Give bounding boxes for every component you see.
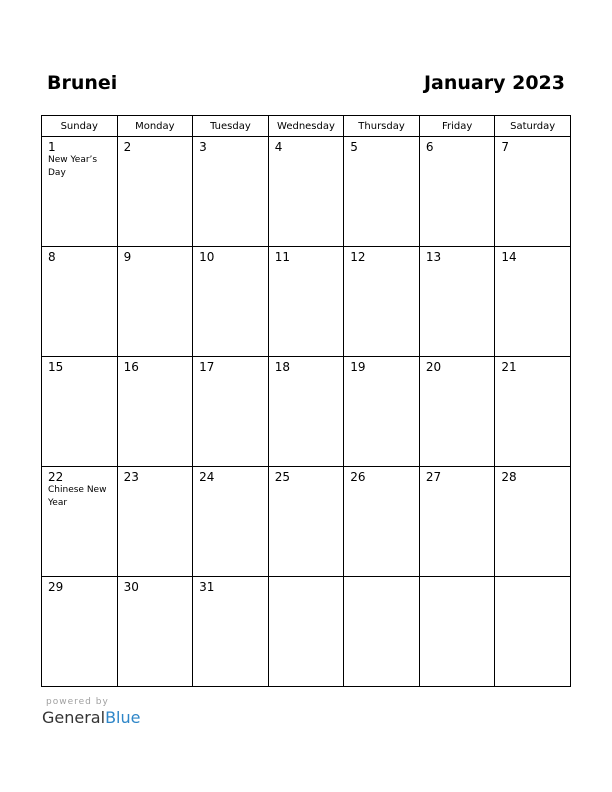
day-cell-empty (268, 577, 344, 687)
day-number: 11 (274, 250, 290, 264)
day-cell (117, 577, 193, 687)
day-cell (117, 467, 193, 577)
day-number: 6 (425, 140, 434, 154)
day-number: 23 (123, 470, 139, 484)
weekday-monday: Monday (117, 116, 193, 137)
day-number: 5 (350, 140, 358, 154)
day-number: 4 (274, 140, 283, 154)
day-number: 27 (425, 470, 442, 484)
day-cell (268, 137, 344, 247)
day-number: 2 (123, 140, 132, 154)
day-cell (495, 247, 571, 357)
country-title: Brunei (47, 72, 118, 94)
day-cell (495, 467, 571, 577)
day-number: 18 (274, 360, 290, 374)
day-cell (419, 247, 495, 357)
generalblue-logo (42, 708, 140, 728)
day-cell (344, 357, 420, 467)
day-cell (495, 137, 571, 247)
weekday-thursday: Thursday (344, 116, 420, 137)
day-cell (117, 137, 193, 247)
holiday-label: New Year’s Day (48, 155, 98, 178)
weekday-wednesday: Wednesday (268, 116, 344, 137)
day-cell (344, 247, 420, 357)
powered-by-label: powered by (46, 697, 109, 707)
week-row-5 (42, 577, 571, 687)
day-number: 20 (425, 360, 442, 374)
week-row-1 (42, 137, 571, 247)
week-row-3 (42, 357, 571, 467)
day-number: 15 (48, 360, 64, 374)
weekday-tuesday: Tuesday (193, 116, 269, 137)
brand-name-blue: Blue (105, 708, 141, 727)
day-number: 25 (274, 470, 290, 484)
day-number: 7 (501, 140, 510, 154)
weekday-header-row (42, 116, 571, 137)
day-cell (117, 357, 193, 467)
day-cell (193, 467, 269, 577)
day-number: 3 (199, 140, 207, 154)
day-cell (42, 247, 118, 357)
day-cell (419, 357, 495, 467)
day-cell (42, 577, 118, 687)
holiday-label: Chinese New Year (48, 485, 107, 508)
day-number: 12 (350, 250, 366, 264)
day-number: 14 (501, 250, 517, 264)
day-number: 29 (48, 580, 64, 594)
day-cell (419, 137, 495, 247)
day-cell (268, 247, 344, 357)
day-cell-empty (419, 577, 495, 687)
day-cell (419, 467, 495, 577)
month-title: January 2023 (423, 72, 565, 94)
day-cell (42, 357, 118, 467)
weekday-sunday: Sunday (42, 116, 118, 137)
calendar-grid (41, 115, 571, 687)
day-cell (193, 247, 269, 357)
day-number: 13 (425, 250, 442, 264)
day-cell (344, 137, 420, 247)
day-number: 24 (199, 470, 215, 484)
day-cell (344, 467, 420, 577)
day-number: 17 (199, 360, 215, 374)
day-number: 8 (48, 250, 56, 264)
week-row-4 (42, 467, 571, 577)
day-number: 21 (501, 360, 517, 374)
day-number: 16 (123, 360, 139, 374)
day-number: 1 (48, 140, 56, 154)
day-cell (193, 577, 269, 687)
day-cell (117, 247, 193, 357)
day-cell (193, 357, 269, 467)
day-cell (495, 357, 571, 467)
day-number: 31 (199, 580, 215, 594)
week-row-2 (42, 247, 571, 357)
day-cell (268, 467, 344, 577)
day-number: 22 (48, 470, 64, 484)
day-cell-empty (344, 577, 420, 687)
day-cell (268, 357, 344, 467)
weekday-saturday: Saturday (495, 116, 571, 137)
day-number: 26 (350, 470, 366, 484)
day-number: 10 (199, 250, 215, 264)
day-number: 30 (123, 580, 139, 594)
day-cell (42, 467, 118, 577)
day-number: 28 (501, 470, 517, 484)
day-number: 9 (123, 250, 132, 264)
day-cell-empty (495, 577, 571, 687)
brand-name-general: General (42, 708, 106, 727)
day-cell (193, 137, 269, 247)
day-number: 19 (350, 360, 366, 374)
day-cell (42, 137, 118, 247)
weekday-friday: Friday (419, 116, 495, 137)
